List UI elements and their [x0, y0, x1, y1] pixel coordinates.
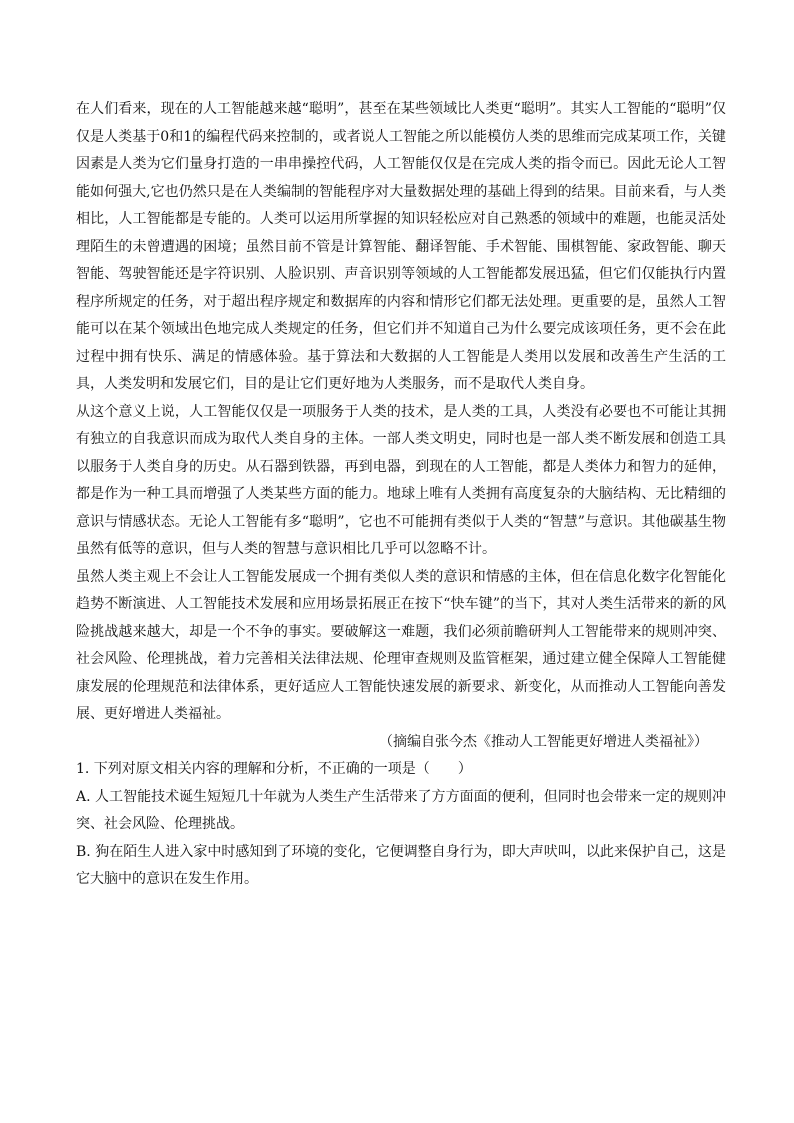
document-page [76, 96, 726, 894]
option-a: A. 人工智能技术诞生短短几十年就为人类生产生活带来了方方面面的便利，但同时也会带来一定的规则冲突、社会风险、伦理挑战。 [76, 788, 726, 832]
passage-source: （摘编自张今杰《推动人工智能更好增进人类福祉》） [379, 733, 708, 750]
option-b: B. 狗在陌生人进入家中时感知到了环境的变化，它便调整自身行为，即大声吠叫，以此来保护自己，这是它大脑中的意识在发生作用。 [76, 843, 726, 887]
passage-paragraph-2: 从这个意义上说，人工智能仅仅是一项服务于人类的技术，是人类的工具，人类没有必要也不可能让其拥有独立的自我意识而成为取代人类自身的主体。一部人类文明史，同时也是一部人类不断发展和创造工具以服务于人类自身的历史。从石器到铁器，再到电器，到现在的人工智能，都是人类体力和智力的延伸，都是作为一种工具而增强了人类某些方面的能力。地球上唯有人类拥有高度复杂的大脑结构、无比精细的意识与情感状态。无论人工智能有多“聪明”，它也不可能拥有类似于人类的“智慧”与意识。其他碳基生物虽然有低等的意识，但与人类的智慧与意识相比几乎可以忽略不计。 [76, 403, 726, 557]
question-stem-text: 1. 下列对原文相关内容的理解和分析，不正确的一项是（ [76, 761, 430, 777]
passage-paragraph-3: 虽然人类主观上不会让人工智能发展成一个拥有类似人类的意识和情感的主体，但在信息化数字化智能化趋势不断演进、人工智能技术发展和应用场景拓展正在按下“快车键”的当下，其对人类生活带来的新的风险挑战越来越大，却是一个不争的事实。要破解这一难题，我们必须前瞻研判人工智能带来的规则冲突、社会风险、伦理挑战，着力完善相关法律法规、伦理审查规则及监管框架，通过建立健全保障人工智能健康发展的伦理规范和法律体系，更好适应人工智能快速发展的新要求、新变化，从而推动人工智能向善发展、更好增进人类福祉。 [76, 568, 726, 722]
passage-paragraph-1: 在人们看来，现在的人工智能越来越“聪明”，甚至在某些领域比人类更“聪明”。其实人工智能的“聪明”仅仅是人类基于0和1的编程代码来控制的，或者说人工智能之所以能模仿人类的思维而完成某项工作，关键因素是人类为它们量身打造的一串串操控代码，人工智能仅仅是在完成人类的指令而已。因此无论人工智能如何强大,它也仍然只是在人类编制的智能程序对大量数据处理的基础上得到的结果。目前来看，与人类相比，人工智能都是专能的。人类可以运用所掌握的知识轻松应对自己熟悉的领域中的难题，也能灵活处理陌生的未曾遭遇的困境；虽然目前不管是计算智能、翻译智能、手术智能、围棋智能、家政智能、聊天智能、驾驶智能还是字符识别、人脸识别、声音识别等领域的人工智能都发展迅猛，但它们仅能执行内置程序所规定的任务，对于超出程序规定和数据库的内容和情形它们都无法处理。更重要的是，虽然人工智能可以在某个领域出色地完成人类规定的任务，但它们并不知道自己为什么要完成该项任务，更不会在此过程中拥有快乐、满足的情感体验。基于算法和大数据的人工智能是人类用以发展和改善生产生活的工具，人类发明和发展它们，目的是让它们更好地为人类服务，而不是取代人类自身。 [76, 101, 726, 392]
question-stem-end: ） [457, 761, 472, 777]
question-stem [76, 756, 726, 784]
